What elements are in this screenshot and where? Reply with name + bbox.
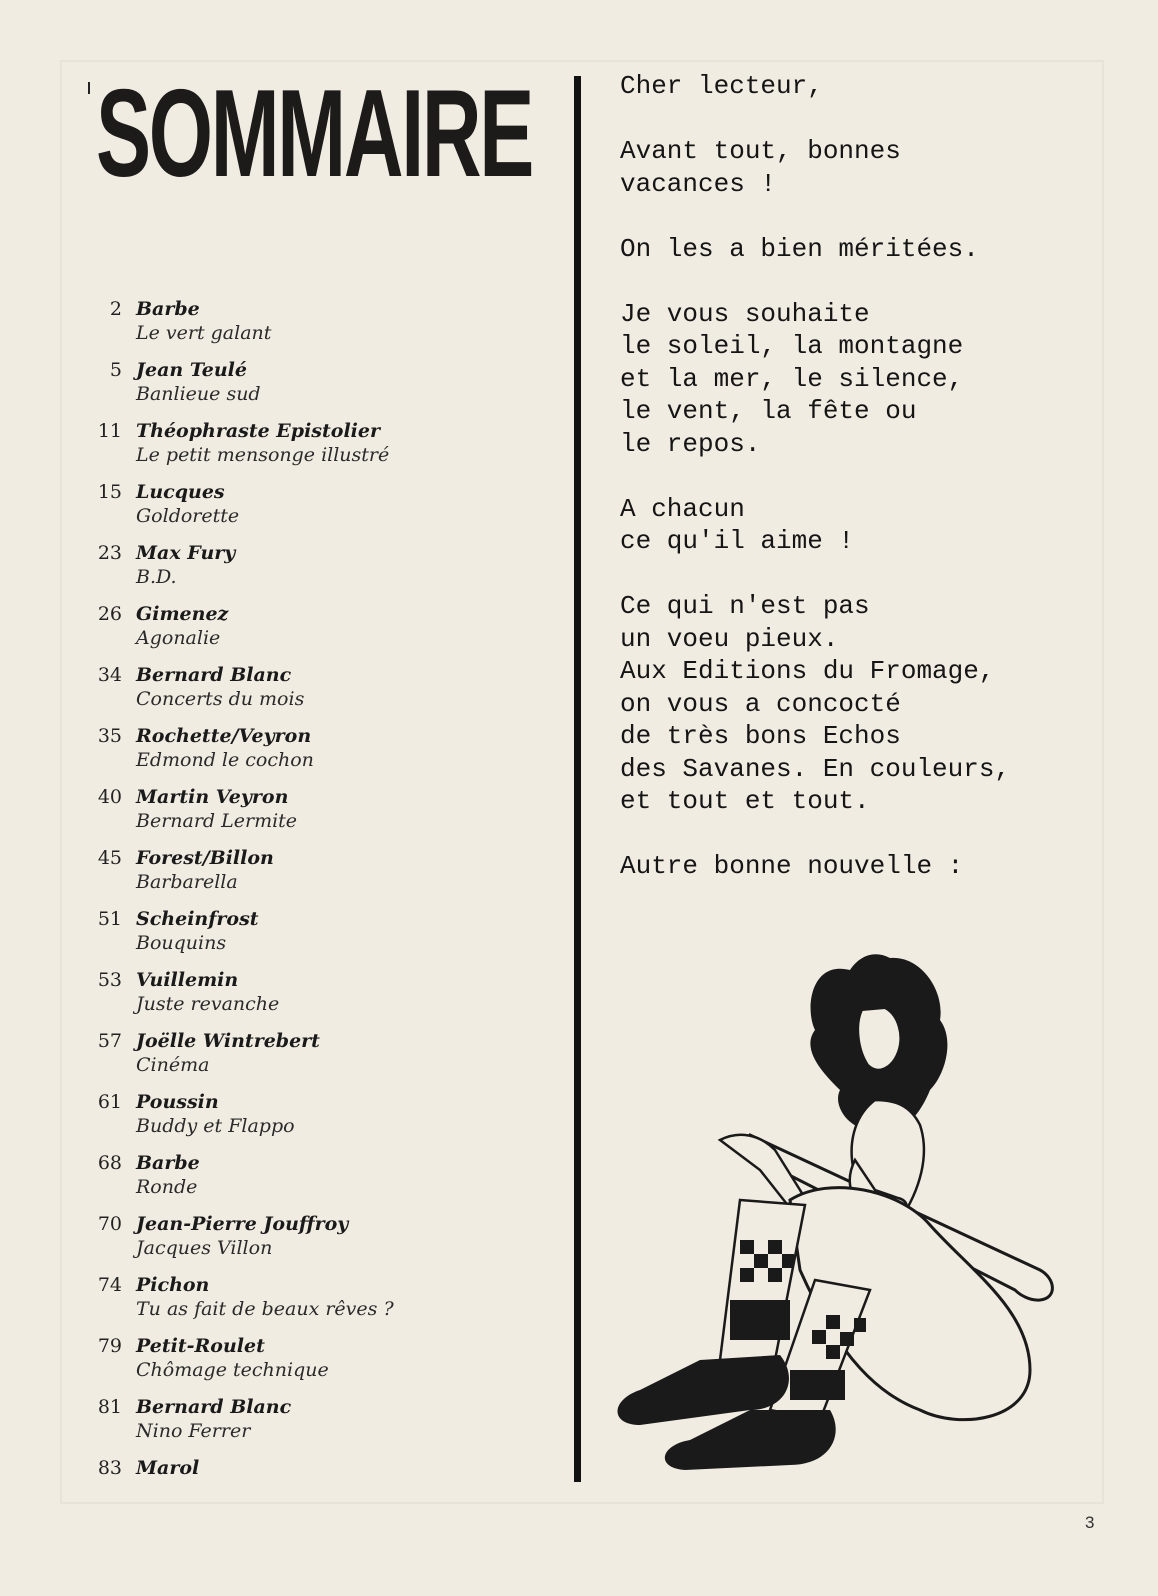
toc-work-title: Barbarella xyxy=(136,871,238,893)
toc-page-number: 74 xyxy=(97,1274,122,1296)
toc-work-title: B.D. xyxy=(136,566,177,588)
toc-entry xyxy=(70,1212,540,1273)
toc-page-number: 57 xyxy=(97,1030,122,1052)
toc-author: Barbe xyxy=(136,298,200,320)
toc-work-title: Le petit mensonge illustré xyxy=(136,444,390,466)
letter-paragraph: Avant tout, bonnes vacances ! xyxy=(620,136,901,199)
pinup-illustration xyxy=(600,940,1120,1480)
toc-page-number: 40 xyxy=(97,786,122,808)
toc-entry xyxy=(70,1334,540,1395)
column-divider xyxy=(574,76,581,1482)
toc-author: Jean Teulé xyxy=(136,359,247,381)
toc-entry xyxy=(70,1151,540,1212)
toc-page-number: 81 xyxy=(97,1396,122,1418)
toc-work-title: Chômage technique xyxy=(136,1359,329,1381)
toc-page-number: 35 xyxy=(97,725,122,747)
toc-work-title: Edmond le cochon xyxy=(136,749,314,771)
toc-work-title: Goldorette xyxy=(136,505,240,527)
letter-paragraph: Je vous souhaite le soleil, la montagne et la mer, le silence, le vent, la fête ou le repos. xyxy=(620,298,964,459)
table-of-contents xyxy=(70,297,540,1517)
toc-work-title: Le vert galant xyxy=(136,322,272,344)
toc-author: Vuillemin xyxy=(136,969,239,991)
toc-page-number: 2 xyxy=(109,298,122,320)
toc-work-title: Bouquins xyxy=(136,932,227,954)
toc-page-number: 51 xyxy=(97,908,122,930)
toc-page-number: 26 xyxy=(97,603,122,625)
toc-work-title: Cinéma xyxy=(136,1054,210,1076)
toc-work-title: Jacques Villon xyxy=(136,1237,273,1259)
toc-entry xyxy=(70,846,540,907)
toc-page-number: 83 xyxy=(97,1457,122,1479)
toc-entry xyxy=(70,663,540,724)
toc-author: Jean-Pierre Jouffroy xyxy=(136,1213,349,1235)
toc-author: Rochette/Veyron xyxy=(136,725,312,747)
toc-entry xyxy=(70,785,540,846)
toc-page-number: 70 xyxy=(97,1213,122,1235)
toc-work-title: Banlieue sud xyxy=(136,383,261,405)
toc-author: Petit-Roulet xyxy=(136,1335,265,1357)
toc-entry xyxy=(70,358,540,419)
toc-author: Bernard Blanc xyxy=(136,664,292,686)
toc-author: Bernard Blanc xyxy=(136,1396,292,1418)
toc-entry xyxy=(70,297,540,358)
toc-entry xyxy=(70,1273,540,1334)
toc-entry xyxy=(70,1029,540,1090)
toc-work-title: Nino Ferrer xyxy=(136,1420,251,1442)
toc-page-number: 79 xyxy=(97,1335,122,1357)
toc-page-number: 11 xyxy=(97,420,122,442)
toc-work-title: Concerts du mois xyxy=(136,688,305,710)
toc-entry xyxy=(70,724,540,785)
letter-paragraph: On les a bien méritées. xyxy=(620,233,979,264)
toc-author: Gimenez xyxy=(136,603,229,625)
toc-work-title: Ronde xyxy=(136,1176,198,1198)
toc-entry xyxy=(70,1456,540,1517)
toc-work-title: Agonalie xyxy=(136,627,221,649)
toc-author: Martin Veyron xyxy=(136,786,289,808)
toc-author: Max Fury xyxy=(136,542,236,564)
toc-work-title: Juste revanche xyxy=(136,993,280,1015)
toc-entry xyxy=(70,907,540,968)
letter-paragraph: A chacun ce qu'il aime ! xyxy=(620,493,855,556)
toc-page-number: 61 xyxy=(97,1091,122,1113)
toc-work-title: Buddy et Flappo xyxy=(136,1115,295,1137)
print-mark xyxy=(88,82,90,94)
toc-author: Joëlle Wintrebert xyxy=(136,1030,320,1052)
toc-page-number: 68 xyxy=(97,1152,122,1174)
toc-author: Marol xyxy=(136,1457,200,1479)
page-number: 3 xyxy=(1085,1513,1095,1532)
letter-paragraph: Ce qui n'est pas un voeu pieux. Aux Editions du Fromage, on vous a concocté de très bons Echos des Savanes. En couleurs, et tout et tout. xyxy=(620,591,1011,816)
toc-author: Barbe xyxy=(136,1152,200,1174)
toc-page-number: 5 xyxy=(109,359,122,381)
editorial-letter xyxy=(620,70,1140,915)
letter-greeting: Cher lecteur, xyxy=(620,71,823,101)
toc-entry xyxy=(70,480,540,541)
toc-work-title: Bernard Lermite xyxy=(136,810,298,832)
toc-entry xyxy=(70,602,540,663)
toc-page-number: 45 xyxy=(97,847,122,869)
toc-author: Scheinfrost xyxy=(136,908,259,930)
toc-entry xyxy=(70,1395,540,1456)
toc-author: Forest/Billon xyxy=(136,847,274,869)
toc-work-title: Tu as fait de beaux rêves ? xyxy=(136,1298,394,1320)
toc-page-number: 53 xyxy=(97,969,122,991)
toc-page-number: 15 xyxy=(97,481,122,503)
toc-entry xyxy=(70,541,540,602)
toc-author: Théophraste Epistolier xyxy=(136,420,380,442)
toc-page-number: 34 xyxy=(97,664,122,686)
toc-entry xyxy=(70,1090,540,1151)
toc-author: Pichon xyxy=(136,1274,210,1296)
toc-author: Poussin xyxy=(136,1091,219,1113)
toc-author: Lucques xyxy=(136,481,225,503)
letter-paragraph: Autre bonne nouvelle : xyxy=(620,851,964,881)
toc-page-number: 23 xyxy=(97,542,122,564)
toc-entry xyxy=(70,968,540,1029)
toc-entry xyxy=(70,419,540,480)
page-title: SOMMAIRE xyxy=(96,64,533,204)
